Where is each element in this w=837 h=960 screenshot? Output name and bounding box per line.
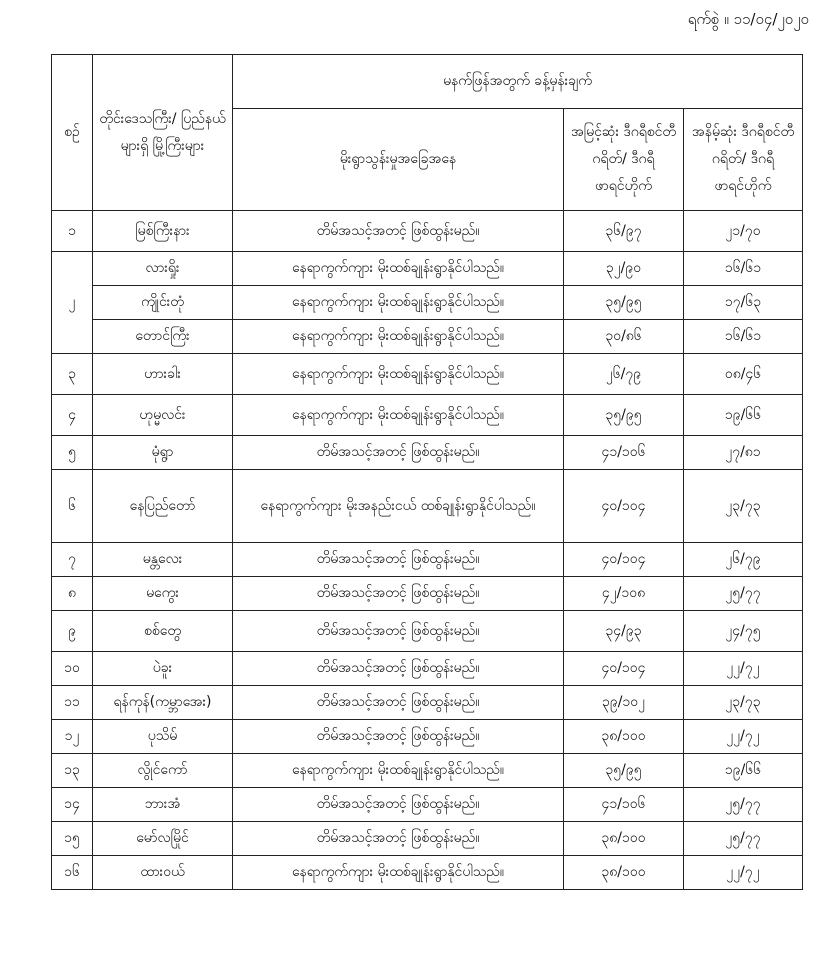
- row-max-temp: ၃၈/၁၀၀: [564, 822, 684, 856]
- row-condition: နေရာကွက်ကျား မိုးထစ်ချုန်းရွာနိုင်ပါသည်။: [233, 286, 564, 320]
- row-condition: နေရာကွက်ကျား မိုးထစ်ချုန်းရွာနိုင်ပါသည်။: [233, 856, 564, 890]
- row-max-temp: ၃၅/၉၅: [564, 395, 684, 436]
- row-condition: တိမ်အသင့်အတင့် ဖြစ်ထွန်းမည်။: [233, 436, 564, 470]
- row-min-temp: ၁၉/၆၆: [684, 395, 803, 436]
- row-min-temp: ၂၁/၇၀: [684, 211, 803, 252]
- row-min-temp: ၂၂/၇၂: [684, 856, 803, 890]
- row-city: နေပြည်တော်: [93, 470, 233, 543]
- table-row: [52, 720, 803, 754]
- row-no: ၁: [52, 211, 93, 252]
- row-condition: တိမ်အသင့်အတင့် ဖြစ်ထွန်းမည်။: [233, 211, 564, 252]
- row-no: ၁၄: [52, 788, 93, 822]
- row-no: ၉: [52, 611, 93, 652]
- row-no: ၁၁: [52, 686, 93, 720]
- table-row: [52, 611, 803, 652]
- row-city: လွိုင်ကော်: [93, 754, 233, 788]
- row-max-temp: ၄၀/၁၀၄: [564, 652, 684, 686]
- row-max-temp: ၄၁/၁၀၆: [564, 436, 684, 470]
- table-row: [52, 652, 803, 686]
- row-min-temp: ၁၆/၆၁: [684, 252, 803, 286]
- row-max-temp: ၃၂/၉၀: [564, 252, 684, 286]
- row-city: ရန်ကုန်(ကမ္ဘာအေး): [93, 686, 233, 720]
- row-min-temp: ၂၃/၇၃: [684, 686, 803, 720]
- row-max-temp: ၃၅/၉၅: [564, 754, 684, 788]
- row-no: ၃: [52, 354, 93, 395]
- header-max-temp: အမြင့်ဆုံး ဒီဂရီစင်တီဂရိတ်/ ဒီဂရီဖာရင်ဟိုက်: [564, 109, 684, 211]
- row-min-temp: ၂၄/၇၅: [684, 611, 803, 652]
- table-row: [52, 252, 803, 286]
- row-min-temp: ၀၈/၄၆: [684, 354, 803, 395]
- row-no: ၄: [52, 395, 93, 436]
- row-city: စစ်တွေ: [93, 611, 233, 652]
- row-city: လားရှိုး: [93, 252, 233, 286]
- row-min-temp: ၁၆/၆၁: [684, 320, 803, 354]
- row-condition: တိမ်အသင့်အတင့် ဖြစ်ထွန်းမည်။: [233, 720, 564, 754]
- row-max-temp: ၃၅/၉၅: [564, 286, 684, 320]
- row-city: ဟားခါး: [93, 354, 233, 395]
- header-min-temp: အနိမ့်ဆုံး ဒီဂရီစင်တီဂရိတ်/ ဒီဂရီဖာရင်ဟိုက်: [684, 109, 803, 211]
- table-row: [52, 754, 803, 788]
- row-no: ၅: [52, 436, 93, 470]
- row-city: ထားဝယ်: [93, 856, 233, 890]
- table-row: [52, 286, 803, 320]
- row-max-temp: ၂၆/၇၉: [564, 354, 684, 395]
- row-condition: တိမ်အသင့်အတင့် ဖြစ်ထွန်းမည်။: [233, 611, 564, 652]
- row-min-temp: ၂၆/၇၉: [684, 543, 803, 577]
- row-city: ပဲခူး: [93, 652, 233, 686]
- row-no: ၁၅: [52, 822, 93, 856]
- row-condition: နေရာကွက်ကျား မိုးအနည်းငယ် ထစ်ချုန်းရွာနိုင်ပါသည်။: [233, 470, 564, 543]
- row-condition: တိမ်အသင့်အတင့် ဖြစ်ထွန်းမည်။: [233, 652, 564, 686]
- row-city: ပုသိမ်: [93, 720, 233, 754]
- table-row: [52, 822, 803, 856]
- row-min-temp: ၂၇/၈၁: [684, 436, 803, 470]
- table-header: [52, 55, 803, 211]
- row-min-temp: ၁၇/၆၃: [684, 286, 803, 320]
- row-no: ၁၂: [52, 720, 93, 754]
- row-max-temp: ၃၀/၈၆: [564, 320, 684, 354]
- row-min-temp: ၂၃/၇၃: [684, 470, 803, 543]
- row-city: မကွေး: [93, 577, 233, 611]
- row-condition: နေရာကွက်ကျား မိုးထစ်ချုန်းရွာနိုင်ပါသည်။: [233, 252, 564, 286]
- row-no: ၁၆: [52, 856, 93, 890]
- header-condition: မိုးရွာသွန်းမှုအခြေအနေ: [233, 109, 564, 211]
- row-condition: နေရာကွက်ကျား မိုးထစ်ချုန်းရွာနိုင်ပါသည်။: [233, 320, 564, 354]
- table-row: [52, 686, 803, 720]
- row-min-temp: ၂၅/၇၇: [684, 822, 803, 856]
- row-min-temp: ၂၅/၇၇: [684, 577, 803, 611]
- row-condition: တိမ်အသင့်အတင့် ဖြစ်ထွန်းမည်။: [233, 686, 564, 720]
- row-no: ၂: [52, 252, 93, 354]
- row-condition: တိမ်အသင့်အတင့် ဖြစ်ထွန်းမည်။: [233, 577, 564, 611]
- row-city: မုံရွာ: [93, 436, 233, 470]
- row-no: ၁၀: [52, 652, 93, 686]
- weather-forecast-table: [51, 54, 803, 890]
- table-row: [52, 788, 803, 822]
- row-city: မန္တလေး: [93, 543, 233, 577]
- row-city: ဟုမ္မလင်း: [93, 395, 233, 436]
- header-no: စဉ်: [52, 55, 93, 211]
- row-no: ၈: [52, 577, 93, 611]
- row-no: ၆: [52, 470, 93, 543]
- table-row: [52, 856, 803, 890]
- table-row: [52, 436, 803, 470]
- row-min-temp: ၂၂/၇၂: [684, 652, 803, 686]
- row-max-temp: ၄၀/၁၀၄: [564, 543, 684, 577]
- row-max-temp: ၃၉/၁၀၂: [564, 686, 684, 720]
- row-max-temp: ၃၄/၉၃: [564, 611, 684, 652]
- table-row: [52, 211, 803, 252]
- row-condition: တိမ်အသင့်အတင့် ဖြစ်ထွန်းမည်။: [233, 788, 564, 822]
- row-condition: နေရာကွက်ကျား မိုးထစ်ချုန်းရွာနိုင်ပါသည်။: [233, 354, 564, 395]
- row-max-temp: ၄၁/၁၀၆: [564, 788, 684, 822]
- row-condition: နေရာကွက်ကျား မိုးထစ်ချုန်းရွာနိုင်ပါသည်။: [233, 754, 564, 788]
- row-max-temp: ၃၆/၉၇: [564, 211, 684, 252]
- row-min-temp: ၂၂/၇၂: [684, 720, 803, 754]
- row-condition: တိမ်အသင့်အတင့် ဖြစ်ထွန်းမည်။: [233, 543, 564, 577]
- row-city: တောင်ကြီး: [93, 320, 233, 354]
- row-city: မော်လမြိုင်: [93, 822, 233, 856]
- date-line: ရက်စွဲ ။ ၁၁/၀၄/၂၀၂၀: [687, 10, 809, 28]
- row-max-temp: ၄၀/၁၀၄: [564, 470, 684, 543]
- row-max-temp: ၃၈/၁၀၀: [564, 720, 684, 754]
- row-max-temp: ၃၈/၁၀၀: [564, 856, 684, 890]
- table-row: [52, 577, 803, 611]
- row-city: ကျိုင်းတုံ: [93, 286, 233, 320]
- row-city: မြစ်ကြီးနား: [93, 211, 233, 252]
- row-condition: နေရာကွက်ကျား မိုးထစ်ချုန်းရွာနိုင်ပါသည်။: [233, 395, 564, 436]
- table-row: [52, 543, 803, 577]
- row-max-temp: ၄၂/၁၀၈: [564, 577, 684, 611]
- row-min-temp: ၁၉/၆၆: [684, 754, 803, 788]
- table-row: [52, 470, 803, 543]
- table-row: [52, 395, 803, 436]
- row-city: ဘားအံ: [93, 788, 233, 822]
- row-no: ၇: [52, 543, 93, 577]
- row-no: ၁၃: [52, 754, 93, 788]
- row-min-temp: ၂၅/၇၇: [684, 788, 803, 822]
- header-forecast-group: မနက်ဖြန်အတွက် ခန့်မှန်းချက်: [233, 55, 803, 109]
- row-condition: တိမ်အသင့်အတင့် ဖြစ်ထွန်းမည်။: [233, 822, 564, 856]
- table-row: [52, 354, 803, 395]
- table-row: [52, 320, 803, 354]
- header-region: တိုင်းဒေသကြီး/ ပြည်နယ်များရှိ မြို့ကြီးများ: [93, 55, 233, 211]
